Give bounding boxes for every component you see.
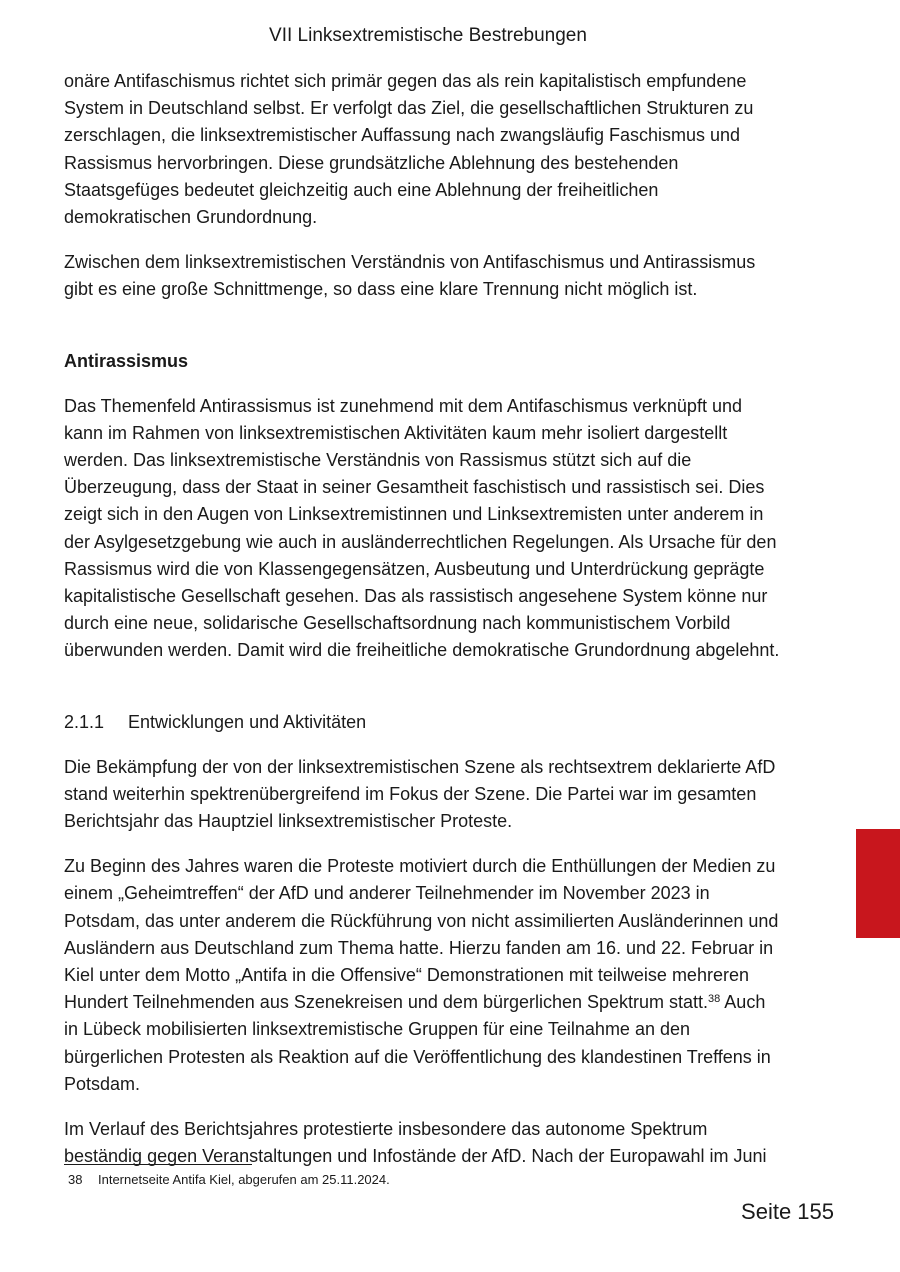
page-number: Seite 155	[741, 1199, 834, 1224]
footnote-reference[interactable]: 38	[708, 993, 721, 1006]
chapter-tab-marker	[856, 829, 900, 938]
paragraph-4: Die Bekämpfung der von der linksextremistischen Szene als rechtsextrem deklarierte AfD stand weiterhin spektrenübergreifend im Fokus der Szene. Die Partei war im gesamten Berichtsjahr das Hauptziel linksextremistischer Proteste.	[64, 756, 776, 832]
paragraph-5-part-2: Auch in Lübeck mobilisierten linksextremistische Gruppen für eine Teilnahme an den bürgerlichen Protesten als Reaktion auf die Veröffentlichung des klandestinen Treffens in Potsdam.	[64, 992, 771, 1094]
paragraph-5	[64, 853, 784, 1098]
paragraph-1: onäre Antifaschismus richtet sich primär gegen das als rein kapitalistisch empfundene System in Deutschland selbst. Er verfolgt das Ziel, die gesellschaftlichen Strukturen zu zerschlagen, die linksextremistischer Auffassung nach zwangsläufig Faschismus und Rassismus hervorbringen. Diese grundsätzliche Ablehnung des bestehenden Staatsgefüges bedeutet gleichzeitig auch eine Ablehnung der freiheitlichen demokratischen Grundordnung.	[64, 71, 754, 228]
paragraph-3: Das Themenfeld Antirassismus ist zunehmend mit dem Antifaschismus verknüpft und kann im Rahmen von linksextremistischen Aktivitäten kaum mehr isoliert dargestellt werden. Das linksextremistische Verständnis von Rassismus stützt sich auf die Überzeugung, dass der Staat in seiner Gesamtheit faschistisch und rassistisch sei. Dies zeigt sich in den Augen von Linksextremistinnen und Linksextremisten unter anderem in der Asylgesetzgebung wie auch in ausländerrechtlichen Regelungen. Als Ursache für den Rassismus wird die von Klassengegensätzen, Ausbeutung und Unterdrückung geprägte kapitalistische Gesellschaft gesehen. Das als rassistisch angesehene System könne nur durch eine neue, solidarische Gesellschaftsordnung nach kommunistischem Vorbild überwunden werden. Damit wird die freiheitliche demokratische Grundordnung abgelehnt.	[64, 395, 780, 661]
section-heading	[64, 709, 784, 736]
heading-antirassismus: Antirassismus	[64, 350, 189, 371]
section-title: Entwicklungen und Aktivitäten	[128, 711, 367, 732]
footnote-text: Internetseite Antifa Kiel, abgerufen am 25.11.2024.	[98, 1172, 390, 1187]
section-number: 2.1.1	[64, 711, 105, 732]
paragraph-2: Zwischen dem linksextremistischen Verständnis von Antifaschismus und Antirassismus gibt es eine große Schnittmenge, so dass eine klare Trennung nicht möglich ist.	[64, 252, 756, 300]
running-header: VII Linksextremistische Bestrebungen	[269, 25, 587, 46]
paragraph-6: Im Verlauf des Berichtsjahres protestierte insbesondere das autonome Spektrum beständig gegen Veranstaltungen und Infostände der AfD. Nach der Europawahl im Juni	[64, 1119, 767, 1167]
page-body	[64, 68, 784, 1171]
footnote-number: 38	[68, 1172, 83, 1187]
footnote-divider	[64, 1164, 252, 1165]
footnote	[68, 1171, 390, 1189]
paragraph-5-part-1: Zu Beginn des Jahres waren die Proteste motiviert durch die Enthüllungen der Medien zu einem „Geheimtreffen“ der AfD und anderer Teilnehmender im November 2023 in Potsdam, das unter anderem die Rückführung von nicht assimilierten Ausländerinnen und Ausländern aus Deutschland zum Thema hatte. Hierzu fanden am 16. und 22. Februar in Kiel unter dem Motto „Antifa in die Offensive“ Demonstrationen mit teilweise mehreren Hundert Teilnehmenden aus Szenekreisen und dem bürgerlichen Spektrum statt.	[64, 856, 779, 1013]
